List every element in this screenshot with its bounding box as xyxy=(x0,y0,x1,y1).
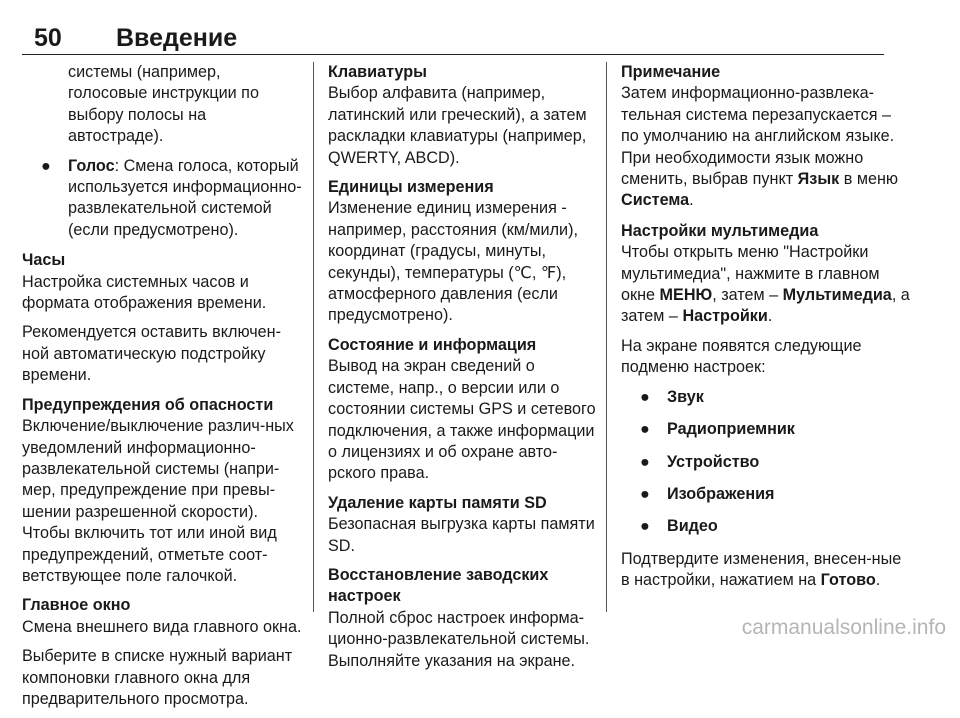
section-heading-keyboards: Клавиатуры xyxy=(328,63,427,81)
multimedia-paragraph-1 xyxy=(621,242,911,328)
submenu-label: Звук xyxy=(667,387,704,406)
column-divider-2 xyxy=(606,62,607,612)
voice-description: : Смена голоса, который используется информационно-развлекательной системой (если предусмотрено). xyxy=(68,156,302,239)
section-heading-status: Состояние и информация xyxy=(328,335,537,354)
keyboards-paragraph: Выбор алфавита (например, латинский или греческий), а затем раскладки клавиатуры (например, QWERTY, ABCD). xyxy=(328,84,587,167)
sd-removal-paragraph: Безопасная выгрузка карты памяти SD. xyxy=(328,515,595,555)
submenu-label: Радиоприемник xyxy=(667,420,795,439)
units-paragraph: Изменение единиц измерения - например, расстояния (км/мили), координат (градусы, минуты, секунды), температуры (℃, ℉), атмосферного давления (если предусмотрено). xyxy=(328,199,578,325)
note-heading: Примечание xyxy=(621,63,721,81)
watermark: carmanualsonline.info xyxy=(741,616,946,639)
mm-text-d: . xyxy=(767,307,773,326)
confirm-end: . xyxy=(875,571,881,590)
list-item xyxy=(621,387,911,408)
clock-paragraph-2: Рекомендуется оставить включен-ной автоматическую подстройку времени. xyxy=(22,323,282,385)
confirm-text: Подтвердите изменения, внесен-ные в настройки, нажатием на xyxy=(621,549,902,590)
confirm-paragraph xyxy=(621,549,911,592)
column-2 xyxy=(328,62,596,680)
column-divider-1 xyxy=(313,62,314,612)
submenu-label: Изображения xyxy=(667,484,775,503)
bullet-icon: ● xyxy=(640,484,650,503)
page-header xyxy=(22,18,884,55)
submenu-label: Видео xyxy=(667,517,718,536)
column-3 xyxy=(621,62,911,600)
note-text-end: . xyxy=(689,191,694,210)
section-heading-units: Единицы измерения xyxy=(328,178,494,197)
list-item xyxy=(621,484,911,505)
continued-text: системы (например, голосовые инструкции по выбору полосы на автостраде). xyxy=(68,63,259,146)
bullet-icon: ● xyxy=(640,452,650,471)
clock-paragraph-1: Настройка системных часов и формата отображения времени. xyxy=(22,272,267,313)
status-paragraph: Вывод на экран сведений о системе, напр., о версии или о состоянии системы GPS и сетевого подключения, а также информации о лицензиях и об охране авто-рского права. xyxy=(328,357,596,483)
menu-term-settings: Настройки xyxy=(682,307,768,326)
note-text-1: Затем информационно-развлека-тельная система перезапускается – по умолчанию на английском языке. При необходимости язык можно сменить, выбрав пункт xyxy=(621,84,895,189)
list-item xyxy=(621,516,911,537)
column-1 xyxy=(22,62,304,718)
note-text-2: в меню xyxy=(839,170,899,189)
multimedia-paragraph-2: На экране появятся следующие подменю настроек: xyxy=(621,336,862,377)
main-window-paragraph-1: Смена внешнего вида главного окна. xyxy=(22,617,302,636)
note-paragraph xyxy=(621,83,911,211)
section-heading-sd-removal: Удаление карты памяти SD xyxy=(328,493,547,512)
page-title: Введение xyxy=(116,24,238,52)
list-item xyxy=(621,452,911,473)
menu-term-multimedia: Мультимедиа xyxy=(782,286,892,305)
list-item-voice xyxy=(22,156,304,242)
section-heading-multimedia: Настройки мультимедиа xyxy=(621,221,819,240)
section-heading-main-window: Главное окно xyxy=(22,596,131,615)
menu-term-menu: МЕНЮ xyxy=(659,286,713,305)
mm-text-a: Чтобы открыть меню "Настройки мультимедиа", нажмите в главном окне xyxy=(621,243,880,305)
bullet-icon: ● xyxy=(640,517,650,536)
menu-term-language: Язык xyxy=(797,170,840,189)
menu-term-done: Готово xyxy=(820,571,876,590)
factory-reset-paragraph: Полной сброс настроек информа-ционно-развлекательной системы. Выполняйте указания на экране. xyxy=(328,608,590,670)
menu-term-system: Система xyxy=(621,191,690,210)
bullet-icon: ● xyxy=(640,420,650,439)
section-heading-clock: Часы xyxy=(22,251,66,270)
warnings-paragraph: Включение/выключение различ-ных уведомлений информационно-развлекательной системы (напри-мер, предупреждение при превы-шении разрешенной скорости). Чтобы включить тот или иной вид предупреждений, отметьте соот-ветствующее поле галочкой. xyxy=(22,417,294,585)
submenu-label: Устройство xyxy=(667,452,760,471)
list-item xyxy=(621,419,911,440)
submenu-list xyxy=(621,387,911,538)
main-window-paragraph-2: Выберите в списке нужный вариант компоновки главного окна для предварительного просмотра. xyxy=(22,647,293,708)
bullet-icon: ● xyxy=(41,156,51,175)
page-number: 50 xyxy=(34,24,62,52)
bullet-icon: ● xyxy=(640,387,650,406)
section-heading-warnings: Предупреждения об опасности xyxy=(22,395,274,414)
mm-text-c: , а затем – xyxy=(621,286,910,326)
mm-text-b: , затем – xyxy=(712,286,783,305)
section-heading-factory-reset: Восстановление заводских настроек xyxy=(328,565,549,606)
voice-term: Голос xyxy=(68,156,115,175)
